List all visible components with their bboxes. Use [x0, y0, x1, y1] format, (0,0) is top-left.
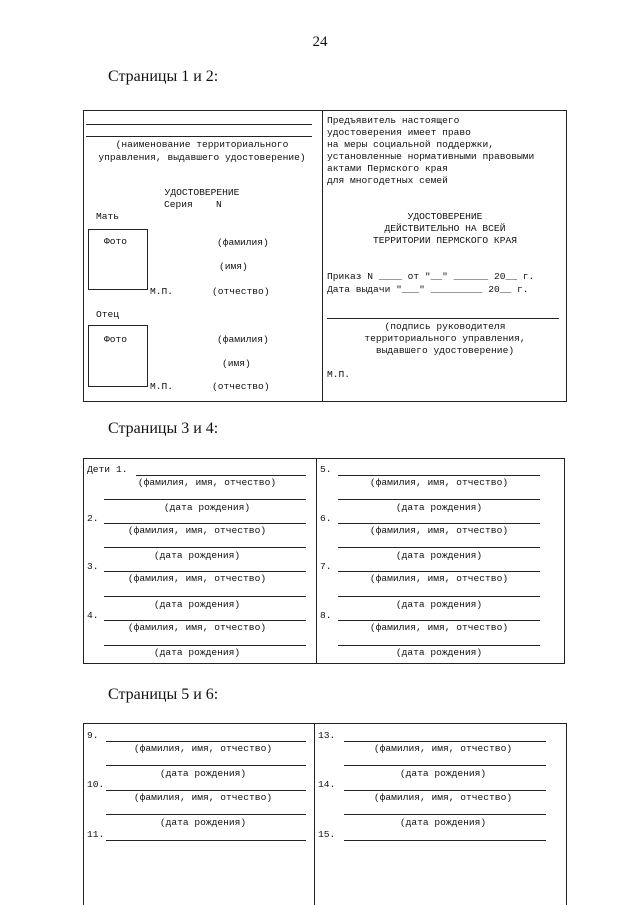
child-1-dob-line	[104, 499, 306, 500]
rights-line-1: Предъявитель настоящего	[327, 115, 460, 126]
child-13-fio-line	[344, 741, 546, 742]
child-6-dob-caption: (дата рождения)	[395, 550, 483, 561]
child-9-dob-line	[106, 765, 306, 766]
rights-line-4: установленные нормативными правовыми	[327, 151, 535, 162]
child-9-fio-caption: (фамилия, имя, отчество)	[133, 743, 273, 754]
pages-3-4-divider	[316, 458, 317, 664]
signature-caption-3: выдавшего удостоверение)	[375, 345, 515, 356]
org-caption-1: (наименование территориального	[115, 139, 289, 150]
rights-line-6: для многодетных семей	[327, 175, 448, 186]
issue-date-line: Дата выдачи "___" _________ 20__ г.	[327, 284, 529, 295]
org-caption-2: управления, выдавшего удостоверение)	[98, 152, 306, 163]
child-4-fio-caption: (фамилия, имя, отчество)	[127, 622, 267, 633]
father-label: Отец	[96, 309, 120, 320]
child-2-fio-line	[104, 523, 306, 524]
child-3-dob-caption: (дата рождения)	[153, 599, 241, 610]
pages-1-2-divider	[322, 110, 323, 402]
child-6-fio-caption: (фамилия, имя, отчество)	[369, 525, 509, 536]
child-14-fio-line	[344, 790, 546, 791]
valid-line-2: ДЕЙСТВИТЕЛЬНО НА ВСЕЙ	[384, 223, 506, 234]
page-number: 24	[312, 34, 328, 50]
child-9-number: 9.	[87, 730, 99, 741]
signature-caption-2: территориального управления,	[364, 333, 526, 344]
org-line-1	[86, 124, 312, 125]
child-5-fio-caption: (фамилия, имя, отчество)	[369, 477, 509, 488]
child-3-fio-caption: (фамилия, имя, отчество)	[127, 573, 267, 584]
child-10-fio-caption: (фамилия, имя, отчество)	[133, 792, 273, 803]
number-label: N	[216, 199, 222, 210]
child-6-fio-line	[338, 523, 540, 524]
child-8-number: 8.	[320, 610, 332, 621]
child-1-fio-line	[136, 475, 306, 476]
child-10-dob-caption: (дата рождения)	[159, 817, 247, 828]
heading-pages-1-2: Страницы 1 и 2:	[108, 68, 219, 85]
child-5-fio-line	[338, 475, 540, 476]
series-label: Серия	[164, 199, 193, 210]
order-line: Приказ N ____ от "__" ______ 20__ г.	[327, 271, 535, 282]
child-5-dob-line	[338, 499, 540, 500]
child-14-number: 14.	[318, 779, 336, 790]
child-2-fio-caption: (фамилия, имя, отчество)	[127, 525, 267, 536]
child-3-fio-line	[104, 571, 306, 572]
child-7-dob-caption: (дата рождения)	[395, 599, 483, 610]
heading-pages-3-4: Страницы 3 и 4:	[108, 420, 219, 437]
child-13-dob-caption: (дата рождения)	[399, 768, 487, 779]
child-4-fio-line	[104, 620, 306, 621]
mother-stamp: М.П.	[150, 286, 174, 297]
valid-line-3: ТЕРРИТОРИИ ПЕРМСКОГО КРАЯ	[373, 235, 517, 246]
child-3-dob-line	[104, 596, 306, 597]
certificate-title: УДОСТОВЕРЕНИЕ	[164, 187, 240, 198]
child-10-dob-line	[106, 814, 306, 815]
child-7-dob-line	[338, 596, 540, 597]
mother-patronymic: (отчество)	[212, 286, 270, 297]
child-13-fio-caption: (фамилия, имя, отчество)	[373, 743, 513, 754]
child-11-fio-line	[106, 840, 306, 841]
father-name: (имя)	[222, 358, 251, 369]
heading-pages-5-6: Страницы 5 и 6:	[108, 686, 219, 703]
child-10-number: 10.	[87, 779, 105, 790]
mother-photo-label: Фото	[104, 236, 128, 247]
father-patronymic: (отчество)	[212, 381, 270, 392]
child-13-dob-line	[344, 765, 546, 766]
child-15-number: 15.	[318, 829, 336, 840]
child-14-dob-caption: (дата рождения)	[399, 817, 487, 828]
valid-line-1: УДОСТОВЕРЕНИЕ	[407, 211, 483, 222]
child-15-fio-line	[344, 840, 546, 841]
mother-label: Мать	[96, 211, 120, 222]
child-6-number: 6.	[320, 513, 332, 524]
pages-5-6-divider	[314, 723, 315, 905]
father-stamp: М.П.	[150, 381, 174, 392]
child-2-dob-line	[104, 547, 306, 548]
child-11-number: 11.	[87, 829, 105, 840]
child-7-number: 7.	[320, 561, 332, 572]
child-1-fio-caption: (фамилия, имя, отчество)	[137, 477, 277, 488]
child-8-dob-line	[338, 645, 540, 646]
child-14-dob-line	[344, 814, 546, 815]
child-6-dob-line	[338, 547, 540, 548]
rights-line-3: на меры социальной поддержки,	[327, 139, 494, 150]
child-7-fio-line	[338, 571, 540, 572]
child-13-number: 13.	[318, 730, 336, 741]
father-surname: (фамилия)	[217, 334, 269, 345]
rights-line-5: актами Пермского края	[327, 163, 448, 174]
child-1-number: 1.	[116, 464, 128, 475]
child-4-number: 4.	[87, 610, 99, 621]
signature-line	[327, 318, 559, 319]
child-2-dob-caption: (дата рождения)	[153, 550, 241, 561]
child-14-fio-caption: (фамилия, имя, отчество)	[373, 792, 513, 803]
children-label: Дети	[87, 464, 111, 475]
child-3-number: 3.	[87, 561, 99, 572]
right-stamp: М.П.	[327, 369, 351, 380]
mother-surname: (фамилия)	[217, 237, 269, 248]
child-10-fio-line	[106, 790, 306, 791]
org-line-2	[86, 136, 312, 137]
child-8-fio-caption: (фамилия, имя, отчество)	[369, 622, 509, 633]
child-8-dob-caption: (дата рождения)	[395, 647, 483, 658]
child-9-fio-line	[106, 741, 306, 742]
child-8-fio-line	[338, 620, 540, 621]
child-4-dob-caption: (дата рождения)	[153, 647, 241, 658]
father-photo-label: Фото	[104, 334, 128, 345]
child-9-dob-caption: (дата рождения)	[159, 768, 247, 779]
rights-line-2: удостоверения имеет право	[327, 127, 471, 138]
signature-caption-1: (подпись руководителя	[384, 321, 506, 332]
child-4-dob-line	[104, 645, 306, 646]
child-1-dob-caption: (дата рождения)	[163, 502, 251, 513]
child-5-number: 5.	[320, 464, 332, 475]
child-7-fio-caption: (фамилия, имя, отчество)	[369, 573, 509, 584]
child-5-dob-caption: (дата рождения)	[395, 502, 483, 513]
mother-name: (имя)	[219, 261, 248, 272]
child-2-number: 2.	[87, 513, 99, 524]
